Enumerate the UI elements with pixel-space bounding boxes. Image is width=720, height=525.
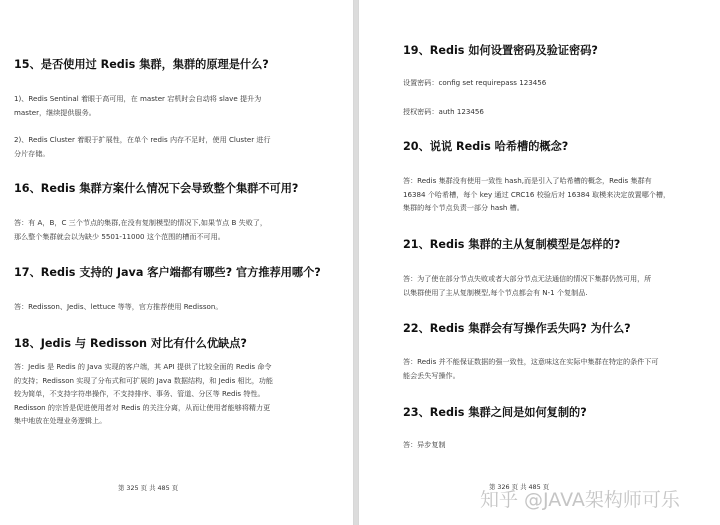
text-line: 能会丢失写操作。	[403, 370, 460, 380]
question-17-answer	[14, 300, 338, 314]
text-line: 答：Jedis 是 Redis 的 Java 实现的客户端，其 API 提供了比较全面的 Redis 命令	[14, 362, 272, 371]
question-23-title: 23、Redis 集群之间是如何复制的?	[403, 406, 587, 419]
text-line: 集中地放在处理业务逻辑上。	[14, 416, 107, 425]
text-line: 答：Redis 并不能保证数据的强一致性，这意味这在实际中集群在特定的条件下可	[403, 357, 659, 366]
text-line: 答：Redisson、Jedis、lettuce 等等，官方推荐使用 Redisson。	[14, 302, 223, 311]
text-line: 1)、Redis Sentinal 着眼于高可用，在 master 宕机时会自动将 slave 提升为	[14, 94, 262, 103]
page-number-footer: 第 326 页 共 485 页	[489, 483, 550, 491]
text-line: 答：异步复制	[403, 440, 446, 449]
question-17-title: 17、Redis 支持的 Java 客户端都有哪些? 官方推荐用哪个?	[14, 266, 321, 279]
question-20-title: 20、说说 Redis 哈希槽的概念?	[403, 140, 569, 153]
question-19-auth-password	[403, 105, 703, 119]
question-22-answer	[403, 355, 703, 382]
question-16-title: 16、Redis 集群方案什么情况下会导致整个集群不可用?	[14, 182, 299, 195]
document-page-left	[0, 0, 354, 525]
question-20-answer	[403, 174, 703, 215]
text-line: 较为简单，不支持字符串操作，不支持排序、事务、管道、分区等 Redis 特性。	[14, 389, 265, 398]
question-23-answer	[403, 438, 703, 452]
question-21-title: 21、Redis 集群的主从复制模型是怎样的?	[403, 238, 621, 251]
text-line: Redisson 的宗旨是促进使用者对 Redis 的关注分离，从而让使用者能够将精力更	[14, 402, 271, 412]
question-18-title: 18、Jedis 与 Redisson 对比有什么优缺点?	[14, 337, 247, 350]
question-19-title: 19、Redis 如何设置密码及验证密码?	[403, 44, 598, 57]
text-line: 以集群使用了主从复制模型,每个节点都会有 N-1 个复制品.	[403, 287, 588, 297]
question-22-title: 22、Redis 集群会有写操作丢失吗? 为什么?	[403, 322, 631, 335]
text-line: 答：为了使在部分节点失败或者大部分节点无法通信的情况下集群仍然可用，所	[403, 274, 652, 283]
question-15-title: 15、是否使用过 Redis 集群，集群的原理是什么?	[14, 58, 269, 71]
text-line: 设置密码：config set requirepass 123456	[403, 78, 547, 87]
text-line: 答：有 A，B，C 三个节点的集群,在没有复制模型的情况下,如果节点 B 失败了，	[14, 218, 267, 227]
question-15-paragraph-2	[14, 133, 338, 160]
text-line: 答：Redis 集群没有使用一致性 hash,而是引入了哈希槽的概念，Redis 集群有	[403, 176, 652, 185]
question-21-answer	[403, 272, 703, 299]
text-line: 授权密码：auth 123456	[403, 107, 484, 116]
zhihu-watermark: 知乎 @JAVA架构师可乐	[480, 489, 680, 511]
question-15-paragraph-1	[14, 92, 338, 119]
question-18-answer	[14, 360, 338, 428]
question-19-set-password	[403, 76, 703, 90]
text-line: 那么整个集群就会以为缺少 5501-11000 这个范围的槽而不可用。	[14, 231, 225, 241]
text-line: 2)、Redis Cluster 着眼于扩展性，在单个 redis 内存不足时，使用 Cluster 进行	[14, 135, 271, 144]
page-number-footer: 第 325 页 共 485 页	[118, 484, 179, 492]
text-line: master，继续提供服务。	[14, 107, 96, 117]
text-line: 分片存储。	[14, 148, 50, 158]
text-line: 的支持；Redisson 实现了分布式和可扩展的 Java 数据结构，和 Jedis 相比，功能	[14, 375, 273, 385]
document-page-right	[358, 0, 720, 525]
text-line: 集群的每个节点负责一部分 hash 槽。	[403, 203, 524, 212]
question-16-answer	[14, 216, 338, 243]
text-line: 16384 个哈希槽，每个 key 通过 CRC16 校验后对 16384 取模来决定放置哪个槽，	[403, 189, 671, 199]
